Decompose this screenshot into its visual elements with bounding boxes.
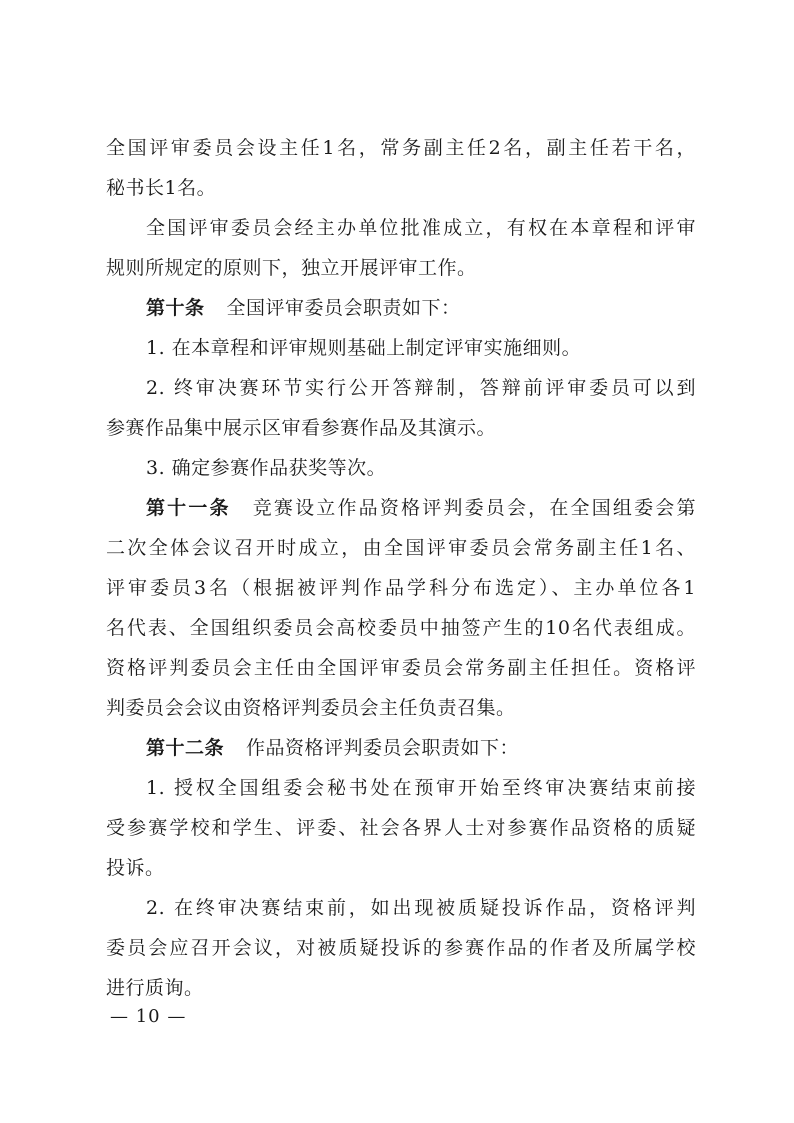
article-paragraph bbox=[146, 496, 696, 520]
text-line: 二次全体会议召开时成立，由全国评审委员会常务副主任1名、 bbox=[106, 537, 696, 559]
text-line: 2. 在终审决赛结束前，如出现被质疑投诉作品，资格评判 bbox=[146, 897, 696, 919]
text-line: 1. 授权全国组委会秘书处在预审开始至终审决赛结束前接 bbox=[146, 777, 696, 799]
text-line: 竞赛设立作品资格评判委员会，在全国组委会第 bbox=[252, 497, 696, 519]
text-line: 1. 在本章程和评审规则基础上制定评审实施细则。 bbox=[146, 337, 582, 359]
article-paragraph bbox=[146, 736, 696, 760]
text-line: 3. 确定参赛作品获奖等次。 bbox=[146, 457, 387, 479]
article-label: 第十一条 bbox=[146, 497, 231, 519]
text-line: 2. 终审决赛环节实行公开答辩制，答辩前评审委员可以到 bbox=[146, 377, 696, 399]
text-line: 规则所规定的原则下，独立开展评审工作。 bbox=[106, 257, 477, 279]
text-line: 进行质询。 bbox=[106, 977, 204, 999]
text-line: 评审委员3名（根据被评判作品学科分布选定）、主办单位各1 bbox=[106, 577, 696, 599]
text-line: 全国评审委员会设主任1名，常务副主任2名，副主任若干名， bbox=[106, 137, 696, 159]
text-line: 受参赛学校和学生、评委、社会各界人士对参赛作品资格的质疑 bbox=[106, 817, 696, 839]
text-line: 判委员会会议由资格评判委员会主任负责召集。 bbox=[106, 697, 516, 719]
text-line: 参赛作品集中展示区审看参赛作品及其演示。 bbox=[106, 417, 497, 439]
text-line: 全国评审委员会职责如下： bbox=[226, 297, 461, 319]
article-label: 第十二条 bbox=[146, 737, 225, 759]
text-line: 全国评审委员会经主办单位批准成立，有权在本章程和评审 bbox=[146, 217, 696, 239]
text-line: 资格评判委员会主任由全国评审委员会常务副主任担任。资格评 bbox=[106, 657, 696, 679]
page-number: — 10 — bbox=[110, 1006, 187, 1027]
text-line: 委员会应召开会议，对被质疑投诉的参赛作品的作者及所属学校 bbox=[106, 937, 696, 959]
text-line: 作品资格评判委员会职责如下： bbox=[246, 737, 520, 759]
text-line: 名代表、全国组织委员会高校委员中抽签产生的10名代表组成。 bbox=[106, 617, 696, 639]
article-paragraph bbox=[146, 296, 696, 320]
article-label: 第十条 bbox=[146, 297, 205, 319]
text-line: 秘书长1名。 bbox=[106, 177, 217, 199]
text-line: 投诉。 bbox=[106, 857, 165, 879]
